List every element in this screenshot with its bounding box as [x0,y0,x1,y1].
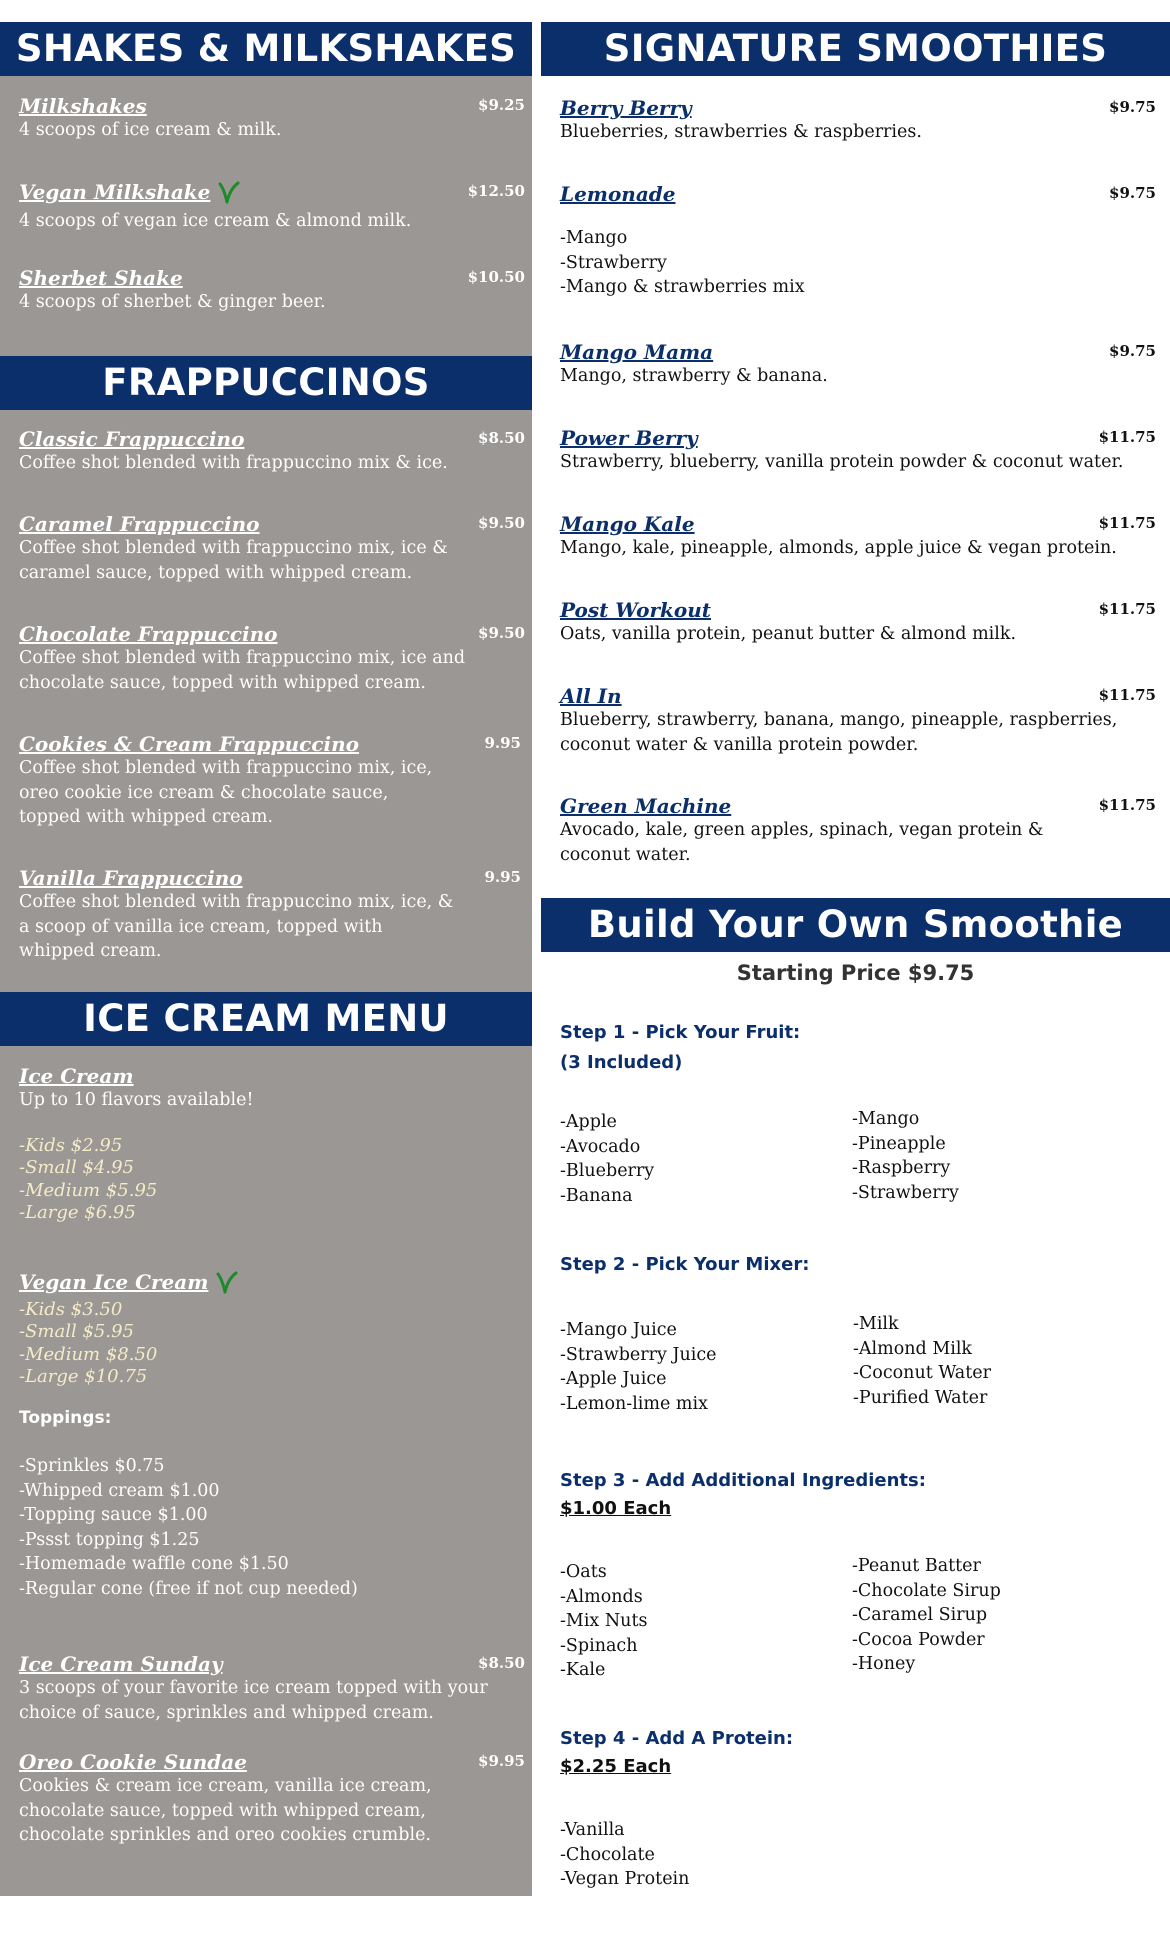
item-desc: 4 scoops of sherbet & ginger beer. [19,292,326,312]
menu-item-vegan-milkshake [19,180,525,233]
item-desc-line: chocolate sprinkles and oreo cookies crumble. [19,1825,431,1845]
item-desc-line: oreo cookie ice cream & chocolate sauce, [19,782,389,803]
mixer-option: -Apple Juice [560,1369,667,1389]
item-price: $11.75 [1098,514,1156,532]
ingredient-option: -Mix Nuts [560,1611,648,1631]
item-desc: Strawberry, blueberry, vanilla protein powder & coconut water. [560,452,1124,472]
item-price: 9.95 [484,868,521,886]
item-name: Lemonade [560,182,676,206]
item-name: Berry Berry [560,96,692,120]
step-title: Step 3 - Add Additional Ingredients: [560,1470,926,1491]
frappuccinos-banner: FRAPPUCCINOS [0,356,532,410]
item-price: $11.75 [1098,428,1156,446]
toppings-label: Toppings: [19,1408,112,1428]
menu-item-sherbet-shake [19,266,525,315]
item-name: Power Berry [560,426,698,450]
menu-item-mango-kale [560,512,1156,561]
menu-item-berry-berry [560,96,1156,145]
step-1-options-col1 [560,1110,654,1208]
step-3-options-col2 [852,1554,1001,1677]
item-desc: 4 scoops of ice cream & milk. [19,120,282,140]
size-option: -Small $4.95 [19,1157,134,1178]
protein-option: -Vanilla [560,1820,625,1840]
mixer-option: -Lemon-lime mix [560,1393,708,1414]
item-price: $11.75 [1098,600,1156,618]
item-price: $9.75 [1109,184,1156,202]
item-desc: 4 scoops of vegan ice cream & almond milk. [19,210,412,231]
item-name: Green Machine [560,794,732,818]
mixer-option: -Strawberry Juice [560,1344,717,1365]
item-desc: Mango, strawberry & banana. [560,366,828,386]
fruit-option: -Blueberry [560,1161,655,1181]
item-desc: Oats, vanilla protein, peanut butter & almond milk. [560,624,1017,644]
menu-item-chocolate-frappuccino [19,622,525,695]
step-4-options [560,1818,689,1892]
shakes-banner: SHAKES & MILKSHAKES [0,22,532,76]
menu-item-classic-frappuccino [19,427,525,476]
size-option: -Small $5.95 [19,1321,134,1342]
item-desc-line: Coffee shot blended with frappuccino mix, ice, & [19,892,454,912]
fruit-option: -Banana [560,1185,633,1206]
left-menu-column [0,22,532,1896]
item-price: $9.95 [478,1752,525,1770]
item-price: $8.50 [478,1654,525,1672]
mixer-option: -Mango Juice [560,1320,677,1340]
item-desc: Mango, kale, pineapple, almonds, apple juice & vegan protein. [560,538,1117,558]
ice-cream-banner: ICE CREAM MENU [0,992,532,1046]
size-option: -Medium $5.95 [19,1179,158,1201]
item-desc-line: Coffee shot blended with frappuccino mix, ice & [19,538,448,558]
step-subtitle: $1.00 Each [560,1498,672,1519]
ingredient-option: -Oats [560,1562,607,1582]
step-title: Step 4 - Add A Protein: [560,1728,794,1749]
item-price: 9.95 [484,734,521,752]
topping-option: -Regular cone (free if not cup needed) [19,1578,358,1599]
right-menu-column [541,22,1170,1922]
item-name: Classic Frappuccino [19,427,245,451]
fruit-option: -Mango [852,1109,920,1129]
item-price: $12.50 [467,182,525,200]
item-desc-line: chocolate sauce, topped with whipped cream. [19,672,426,693]
item-name: All In [560,684,622,708]
flavor-option: -Strawberry [560,252,667,273]
item-name: Vanilla Frappuccino [19,866,243,890]
step-2-options-col2 [853,1312,991,1410]
ingredient-option: -Chocolate Sirup [852,1580,1001,1601]
item-desc-line: whipped cream. [19,941,162,961]
step-3-section [560,1466,1156,1522]
item-desc-line: topped with whipped cream. [19,807,274,827]
ingredient-option: -Spinach [560,1635,638,1656]
size-option: -Large $6.95 [19,1202,136,1223]
item-name: Caramel Frappuccino [19,512,260,536]
item-desc-line: Cookies & cream ice cream, vanilla ice cream, [19,1776,432,1796]
mixer-option: -Milk [853,1314,899,1334]
item-desc-line: Coffee shot blended with frappuccino mix, ice, [19,758,433,778]
step-title: Step 1 - Pick Your Fruit: [560,1022,801,1043]
protein-option: -Chocolate [560,1844,655,1865]
item-desc-line: chocolate sauce, topped with whipped cream, [19,1800,426,1821]
item-desc-line: Coffee shot blended with frappuccino mix, ice and [19,648,466,668]
topping-option: -Whipped cream $1.00 [19,1480,220,1501]
item-name: Vegan Milkshake [19,180,211,204]
topping-option: -Sprinkles $0.75 [19,1456,165,1476]
ingredient-option: -Peanut Batter [852,1556,981,1576]
vegan-leaf-icon [218,181,240,209]
smoothies-banner: SIGNATURE SMOOTHIES [541,22,1170,76]
item-name: Chocolate Frappuccino [19,622,278,646]
item-desc-line: caramel sauce, topped with whipped cream. [19,562,413,583]
size-option: -Medium $8.50 [19,1343,158,1365]
ingredient-option: -Honey [852,1654,916,1674]
menu-item-mango-mama [560,340,1156,389]
starting-price: Starting Price $9.75 [736,961,975,985]
item-name: Sherbet Shake [19,266,183,290]
item-name: Ice Cream [19,1064,134,1088]
menu-item-oreo-cookie-sundae [19,1750,525,1848]
build-smoothie-banner: Build Your Own Smoothie [541,898,1170,952]
step-3-options-col1 [560,1560,647,1683]
item-desc-line: coconut water. [560,844,691,865]
topping-option: -Topping sauce $1.00 [19,1505,208,1525]
menu-item-power-berry [560,426,1156,475]
item-desc-line: choice of sauce, sprinkles and whipped cream. [19,1702,434,1723]
item-price: $9.50 [478,624,525,642]
item-price: $9.25 [478,96,525,114]
step-4-section [560,1724,1156,1780]
size-option: -Large $10.75 [19,1366,148,1387]
item-desc-line: a scoop of vanilla ice cream, topped with [19,916,383,937]
item-price: $11.75 [1098,796,1156,814]
item-name: Ice Cream Sunday [19,1652,223,1676]
menu-item-vegan-ice-cream [19,1270,519,1389]
item-name: Post Workout [560,598,711,622]
fruit-option: -Apple [560,1112,617,1132]
fruit-option: -Pineapple [852,1133,946,1154]
item-desc-line: 3 scoops of your favorite ice cream topped with your [19,1678,488,1698]
mixer-option: -Almond Milk [853,1338,973,1359]
item-desc-line: coconut water & vanilla protein powder. [560,734,919,755]
item-price: $9.75 [1109,342,1156,360]
fruit-option: -Strawberry [852,1182,959,1203]
menu-item-all-in [560,684,1156,757]
fruit-option: -Avocado [560,1136,641,1157]
item-name: Mango Kale [560,512,695,536]
menu-item-lemonade [560,182,1156,300]
item-price: $10.50 [467,268,525,286]
topping-option: -Pssst topping $1.25 [19,1529,200,1550]
size-option: -Kids $2.95 [19,1134,123,1156]
menu-item-milkshakes [19,94,525,143]
menu-item-caramel-frappuccino [19,512,525,585]
item-desc: Up to 10 flavors available! [19,1090,254,1110]
size-option: -Kids $3.50 [19,1298,123,1320]
ingredient-option: -Kale [560,1660,606,1680]
menu-item-cookies-cream-frappuccino [19,732,519,830]
menu-item-green-machine [560,794,1156,867]
step-title: Step 2 - Pick Your Mixer: [560,1254,810,1275]
item-price: $9.75 [1109,98,1156,116]
item-desc-line: Blueberry, strawberry, banana, mango, pineapple, raspberries, [560,710,1118,730]
fruit-option: -Raspberry [852,1158,951,1178]
mixer-option: -Coconut Water [853,1363,991,1383]
item-name: Cookies & Cream Frappuccino [19,732,359,756]
ingredient-option: -Caramel Sirup [852,1605,988,1625]
step-2-section [560,1250,1156,1280]
item-desc: Blueberries, strawberries & raspberries. [560,122,922,142]
vegan-leaf-icon [216,1271,238,1299]
item-name: Milkshakes [19,94,147,118]
step-subtitle: (3 Included) [560,1052,683,1073]
flavor-option: -Mango & strawberries mix [560,277,805,297]
step-2-options-col1 [560,1318,717,1416]
item-name: Mango Mama [560,340,714,364]
menu-item-ice-cream-sunday [19,1652,525,1725]
item-name: Vegan Ice Cream [19,1270,209,1294]
toppings-section [19,1406,519,1601]
menu-item-post-workout [560,598,1156,647]
protein-option: -Vegan Protein [560,1869,690,1889]
topping-option: -Homemade waffle cone $1.50 [19,1554,289,1574]
step-subtitle: $2.25 Each [560,1756,672,1777]
ingredient-option: -Cocoa Powder [852,1629,985,1650]
item-price: $11.75 [1098,686,1156,704]
step-1-section [560,1018,1156,1078]
item-desc-line: Avocado, kale, green apples, spinach, vegan protein & [560,820,1044,840]
mixer-option: -Purified Water [853,1387,988,1408]
item-desc: Coffee shot blended with frappuccino mix & ice. [19,453,448,473]
flavor-option: -Mango [560,228,628,248]
ingredient-option: -Almonds [560,1586,643,1607]
step-1-options-col2 [852,1107,959,1205]
menu-item-ice-cream [19,1064,519,1225]
menu-item-vanilla-frappuccino [19,866,519,964]
item-price: $9.50 [478,514,525,532]
item-name: Oreo Cookie Sundae [19,1750,247,1774]
item-price: $8.50 [478,429,525,447]
